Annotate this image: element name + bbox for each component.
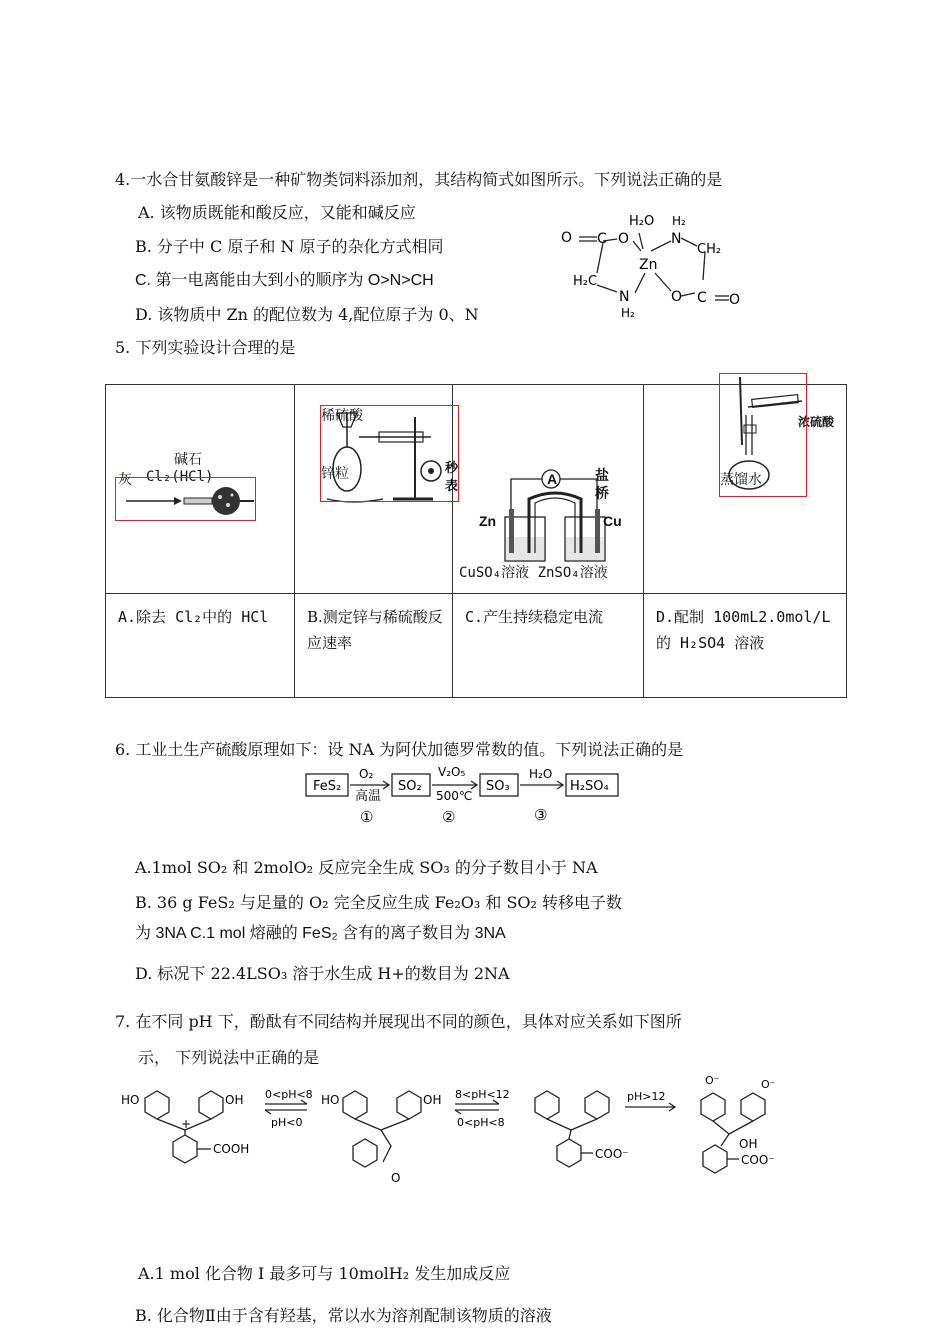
ch2-label: CH₂	[697, 242, 722, 257]
solution-labels: CuSO₄溶液 ZnSO₄溶液	[459, 565, 608, 581]
salt-bridge-label: 盐	[595, 468, 609, 484]
cation-plus: +	[181, 1117, 192, 1131]
sulfuric-acid-process-scheme	[300, 762, 630, 828]
cooh-label: COOH	[213, 1142, 250, 1156]
step-1-label: ①	[360, 808, 374, 826]
arrow-1-bottom: pH<0	[271, 1116, 303, 1129]
h2so4-label: H₂SO₄	[570, 779, 609, 794]
copper-electrode-label: Cu	[603, 513, 622, 529]
coo-label: COO⁻	[595, 1147, 629, 1161]
fes2-label: FeS₂	[313, 779, 342, 794]
o-label: O	[671, 289, 683, 305]
highlight-box	[115, 477, 256, 521]
q4-option-c: C. 第一电离能由大到小的顺序为 O>N>CH	[135, 272, 434, 289]
condition-2-label: 500℃	[436, 789, 473, 803]
reagent-2-label: V₂O₅	[438, 765, 466, 779]
step-2-label: ②	[442, 808, 456, 826]
water-label: H₂O	[629, 214, 655, 229]
figure-cell-c	[453, 385, 644, 594]
condition-1-label: 高温	[355, 789, 382, 804]
stopwatch-label-2: 表	[445, 479, 459, 494]
phenolphthalein-scheme	[115, 1070, 795, 1190]
h2-label: H₂	[672, 214, 686, 228]
caption-a: A.除去 Cl₂中的 HCl	[118, 608, 269, 626]
n-label: N	[619, 289, 630, 305]
caption-c: C.产生持续稳定电流	[465, 608, 604, 626]
n-label: N	[671, 231, 682, 247]
distilled-water-label: 蒸馏水	[720, 472, 762, 488]
soda-lime-label-2: 灰	[118, 472, 132, 488]
figure-cell-b	[295, 385, 459, 594]
experiment-table	[105, 384, 847, 698]
q5-stem: 5. 下列实验设计合理的是	[115, 338, 296, 357]
oh-label: OH	[225, 1093, 244, 1107]
soda-lime-label: 碱石	[174, 452, 202, 468]
zinc-granule-label: 锌粒	[321, 466, 349, 482]
zn-label: Zn	[639, 257, 658, 273]
lactone-o-label: O	[391, 1171, 401, 1185]
o-label: O	[618, 231, 630, 247]
dilute-acid-label: 稀硫酸	[321, 408, 363, 424]
stopwatch-label: 秒	[445, 461, 459, 476]
ammeter-label: A	[547, 471, 558, 487]
q6-stem: 6. 工业土生产硫酸原理如下：设 NA 为阿伏加德罗常数的值。下列说法正确的是	[115, 740, 684, 759]
gas-label: Cl₂(HCl)	[146, 469, 214, 485]
figure-cell-a	[106, 385, 295, 594]
reagent-1-label: O₂	[359, 767, 374, 781]
q6-option-a: A.1mol SO₂ 和 2molO₂ 反应完全生成 SO₃ 的分子数目小于 NA	[135, 858, 598, 877]
oh-label: OH	[739, 1137, 758, 1151]
figure-cell-d	[644, 385, 847, 594]
q7-stem: 7. 在不同 pH 下，酚酞有不同结构并展现出不同的颜色，具体对应关系如下图所	[115, 1012, 682, 1031]
oh-label: OH	[423, 1093, 442, 1107]
conc-acid-label: 浓硫酸	[798, 415, 835, 429]
so2-label: SO₂	[398, 779, 422, 794]
step-3-label: ③	[534, 806, 548, 824]
q4-stem: 4.一水合甘氨酸锌是一种矿物类饲料添加剂，其结构简式如图所示。下列说法正确的是	[115, 170, 723, 189]
ho-label: HO	[121, 1093, 140, 1107]
arrow-3-top: pH>12	[627, 1090, 666, 1103]
arrow-2-top: 8<pH<12	[455, 1088, 510, 1101]
ho-label: HO	[321, 1093, 340, 1107]
salt-bridge-label-2: 桥	[595, 486, 609, 502]
coo-label: COO⁻	[741, 1153, 775, 1167]
q6-option-b-cont: 为 3NA C.1 mol 熔融的 FeS₂ 含有的离子数目为 3NA	[135, 925, 506, 942]
zinc-electrode-label: Zn	[479, 513, 497, 529]
q7-stem-cont: 示， 下列说法中正确的是	[138, 1048, 320, 1067]
caption-d: D.配制 100mL2.0mol/L 的 H₂SO4 溶液	[656, 608, 831, 652]
q4-option-b: B. 分子中 C 原子和 N 原子的杂化方式相同	[135, 237, 444, 256]
q7-option-a: A.1 mol 化合物 I 最多可与 10molH₂ 发生加成反应	[138, 1264, 511, 1283]
h2-label: H₂	[621, 306, 635, 320]
highlight-box	[719, 373, 807, 497]
reagent-3-label: H₂O	[529, 767, 553, 781]
arrow-2-bottom: 0<pH<8	[457, 1116, 505, 1129]
caption-b: B.测定锌与稀硫酸反应速率	[307, 608, 443, 652]
arrow-1-top: 0<pH<8	[265, 1088, 313, 1101]
zinc-glycinate-structure	[555, 205, 765, 320]
so3-label: SO₃	[486, 779, 510, 794]
q4-option-d: D. 该物质中 Zn 的配位数为 4,配位原子为 0、N	[135, 305, 479, 324]
q6-option-d: D. 标况下 22.4LSO₃ 溶于水生成 H+的数目为 2NA	[135, 964, 510, 983]
c-label: C	[697, 290, 707, 306]
h2c-label: H₂C	[573, 274, 598, 289]
o-minus-label: O⁻	[705, 1074, 720, 1087]
q6-option-b: B. 36 g FeS₂ 与足量的 O₂ 完全反应生成 Fe₂O₃ 和 SO₂ 转移电子数	[135, 893, 623, 912]
o-label: O	[729, 292, 741, 308]
c-label: C	[597, 231, 607, 247]
o-label: O	[561, 230, 573, 246]
q7-option-b: B. 化合物Ⅱ由于含有羟基，常以水为溶剂配制该物质的溶液	[135, 1306, 552, 1325]
highlight-box	[320, 405, 459, 502]
q4-option-a: A. 该物质既能和酸反应，又能和碱反应	[138, 203, 416, 222]
o-minus-label: O⁻	[761, 1078, 776, 1091]
